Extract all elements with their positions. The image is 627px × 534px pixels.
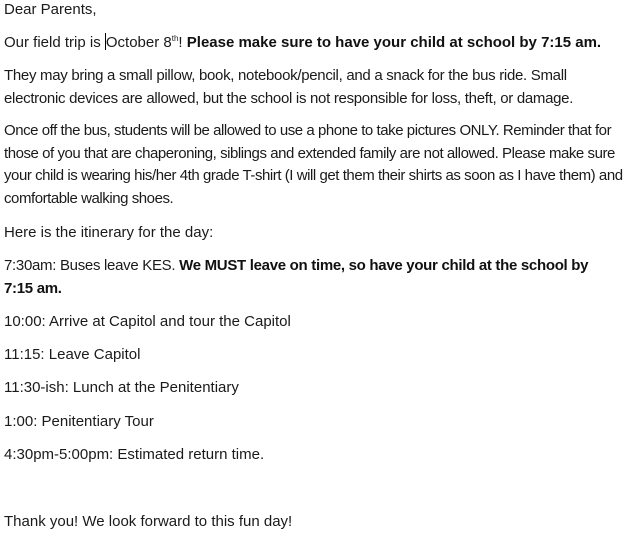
- intro-punct: !: [178, 34, 187, 51]
- intro-line: [4, 32, 601, 54]
- itinerary-item: 11:15: Leave Capitol: [4, 346, 141, 363]
- date-suffix: th: [171, 34, 179, 43]
- itinerary-item: 4:30pm-5:00pm: Estimated return time.: [4, 446, 265, 463]
- itinerary-item-first: [4, 255, 619, 300]
- itinerary-item: 11:30-ish: Lunch at the Penitentiary: [4, 379, 239, 396]
- itinerary-intro: Here is the itinerary for the day:: [4, 224, 214, 241]
- intro-bold-reminder: Please make sure to have your child at school by 7:15 am.: [186, 34, 602, 51]
- itinerary-item: 1:00: Penitentiary Tour: [4, 413, 154, 430]
- intro-prefix: Our field trip is: [4, 34, 105, 51]
- first-item-bold: We MUST leave on time, so have your child at the school by 7:15 am.: [4, 257, 589, 297]
- first-item-text: 7:30am: Buses leave KES.: [4, 257, 180, 274]
- items-paragraph: They may bring a small pillow, book, notebook/pencil, and a snack for the bus ride. Small electronic devices are allowed, but the school is not responsible for loss, theft, or damage.: [4, 67, 574, 107]
- trip-date: October 8: [105, 34, 172, 51]
- itinerary-item: 10:00: Arrive at Capitol and tour the Capitol: [4, 313, 291, 330]
- closing: Thank you! We look forward to this fun day!: [4, 513, 293, 530]
- greeting: Dear Parents,: [4, 1, 97, 18]
- rules-paragraph: Once off the bus, students will be allowed to use a phone to take pictures ONLY. Reminder that for those of you that are chaperoning, siblings and extended family are not allowed. Please make sure your child is wearing his/her 4th grade T-shirt (I will get them their shirts as soon as I have them) and comfortable walking shoes.: [4, 122, 623, 207]
